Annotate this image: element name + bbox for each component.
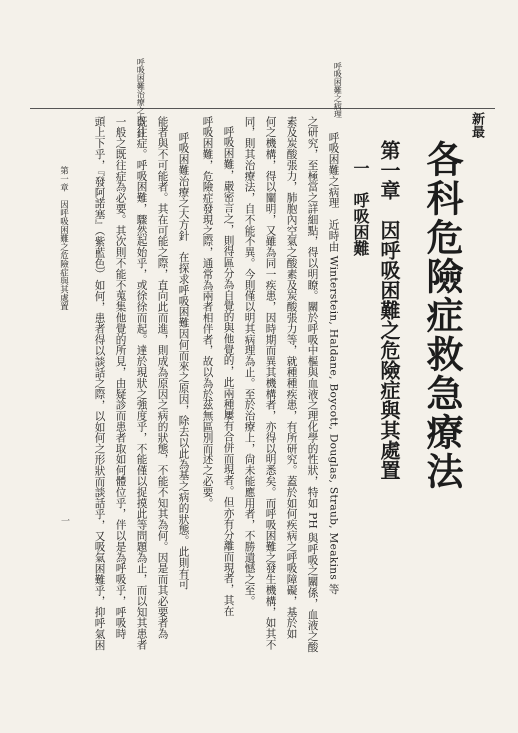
margin-note: 呼吸困難之病理 (333, 62, 343, 118)
header-rule (30, 108, 495, 109)
running-footer: 第一章 因呼吸困難之危險症與其處置 (58, 166, 69, 311)
text-column: 之研究，至極當之詳細點，得以明瞭。關於呼吸中樞與血液之理化學的性狀，特如 PH 與呼吸之關係，血液之酸 (306, 116, 319, 653)
text-column: 能者與不可能者。其在可能之際，直向此而進，則成為原因之病的狀態，不能不知其為何。因是而其必要者為 (156, 116, 169, 640)
title-prefix: 新最 (469, 112, 484, 138)
chapter-heading: 第一章 因呼吸困難之危險症與其處置 (377, 140, 401, 480)
book-title: 各科危險症救急療法 (420, 140, 464, 491)
page-number: 一 (59, 516, 69, 525)
margin-note: 呼吸困難治療之大方針 (136, 58, 146, 138)
section-heading: 一 呼吸困難 (351, 160, 370, 256)
text-column: 何之機構，得以闡明，又雖為同一疾患，因時期而異其機構者，亦得以明悉矣。而呼吸困難之發生機構，如其不 (264, 116, 277, 651)
text-column: 同，則其治療法，自不能不異。今則僅以明其病理為止。至於治療上，尙未能應用者，不勝遺憾之至。 (243, 116, 256, 607)
text-column: 呼吸困難治療之大方針 在探求呼吸困難因何而來之原因，除去以此為基之病的狀態。此則有可 (177, 132, 190, 590)
text-column: 呼吸困難，嚴密言之，則得區分為自覺的與他覺的，此兩種屢有合併而現者。但亦有分離而現者，其在 (222, 126, 235, 617)
text-column: 呼吸困難之病理 近時由 Winterstein, Haldane, Boycott, Douglas, Straub, Meakins 等 (327, 132, 340, 595)
text-column: 既往症。呼吸困難，驟然起始乎，或徐徐而起。達於現狀之強度乎，不能僅以捉摸此等問題為止，而以知其患者 (135, 116, 148, 651)
text-column: 頭上下乎，『發阿諾塞』（紫藍色）如何，患者得以談話之際，以如何之形狀而談話乎，又吸氣困難乎，抑呼氣困 (93, 116, 106, 651)
text-column: 呼吸困難，危險症發現之際，通常為兩者相伴者，故以為於茲無區別而述之必要。 (201, 116, 214, 509)
text-column: 素及炭酸張力，肺胞內空氣之酸素及炭酸張力等，就種種疾患，有所研究。蓋於如何疾病之呼吸障礙，基於如 (285, 116, 298, 640)
text-column: 一般之既往症為必要。其次則不能不蒐集他覺的所見，由疑診而患者取如何體位乎，伴以是為呼吸乎，呼吸時 (114, 116, 127, 640)
